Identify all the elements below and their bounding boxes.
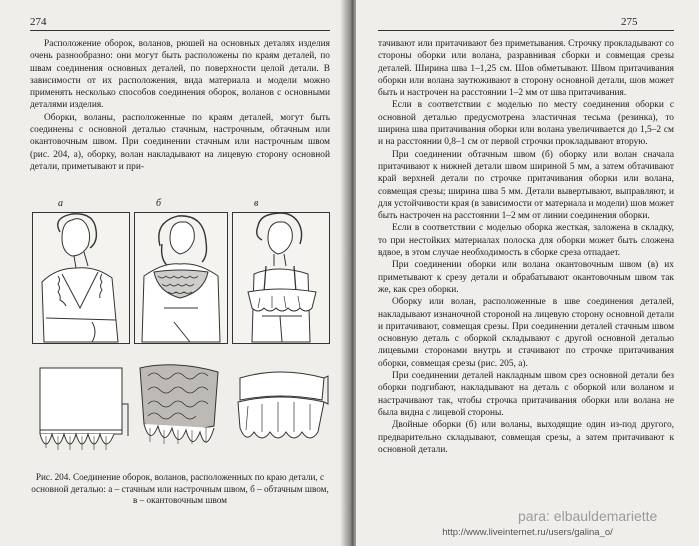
paragraph: Если в соответствии с моделью оборка жесткая, заложена в складку, то при нестойких материалах полоска для оборки может быть сложена вдвое, в этом случае необходимость в сборке среза отпадает. [378,223,674,259]
figure-a-seam-detail [32,364,130,464]
page-number-right: 275 [621,16,638,28]
figure-label-b: б [156,198,162,209]
paragraph: тачивают или притачивают без приметывания. Строчку прокладывают со стороны оборки или волана, разравнивая сборки и совмещая срезы деталей. Ширина шва 1–1,25 см. Шов обметывают. Швом притачивания оборки или волана заутюживают в сторону основной детали, шов может быть и настрочен на расстоянии 1–2 мм от шва притачивания. [378,39,674,99]
right-page [356,0,699,546]
paragraph: Оборки, воланы, расположенные по краям деталей, могут быть соединены с основной деталью стачным, настрочным, обтачным или окантовочным швом. При соединении стачным или настрочным швом (рис. 204, а), оборку, волан накладывают на лицевую сторону основной детали, приметывают и при- [30,112,330,172]
page-number-left: 274 [30,16,47,28]
paragraph: При соединении оборки или волана окантовочным швом (в) их приметывают к срезу детали и обрабатывают окантовочным швом так же, как срез оборки. [378,260,674,295]
source-url-text: http://www.liveinternet.ru/users/galina_o/ [442,527,613,538]
figure-b-dress-illustration [134,212,228,344]
header-rule-left [30,30,330,31]
figure-c-seam-detail [232,362,330,464]
figure-a-dress-illustration [32,212,130,344]
left-page [0,0,348,546]
paragraph: Если в соответствии с моделью по месту соединения оборки с основной деталью предусмотрена эластичная тесьма (резинка), то ширина шва притачивания оборки или волана увеличивается до 1,5–2 см и на расстоянии 0,8–1 см от первой строчки прокладывают вторую. [378,100,674,148]
figure-c-dress-illustration [232,212,330,344]
paragraph: При соединении деталей накладным швом срез основной детали без оборки подгибают, накладывают на деталь с оборкой или воланом и настрачивают так, чтобы строчка притачивания оборки или волана не была видна с лицевой стороны. [378,371,674,418]
header-rule-right [378,30,674,31]
figure-label-c: в [254,198,259,209]
paragraph: При соединении обтачным швом (б) оборку или волан сначала притачивают к нижней детали швом шириной 5 мм, а затем обтачивают край верхней детали по строчке притачивания оборки или волана, совмещая срезы; ширина шва 5 мм. Детали вывертывают, выправляют, и для устойчивости края (в зависимости от материала и модели) шов может быть настрочен на расстоянии 1–2 мм от линии соединения оборки. [378,149,674,222]
right-page-text [378,38,674,456]
paragraph: Оборку или волан, расположенные в шве соединения деталей, накладывают изнаночной стороной на лицевую сторону основной детали и притачивают, совмещая срезы. При соединении деталей стачным швом основную деталь с оборкой складывают с другой основной деталью лицевыми сторонами внутрь и стачивают по строчке притачивания оборки, совмещая срезы (рис. 205, а). [378,297,674,369]
figure-caption: Рис. 204. Соединение оборок, воланов, расположенных по краю детали, с основной деталью: а – стачным или настрочным швом, б – обтачным швом, в – окантовочным швом [31,472,329,506]
paragraph: Расположение оборок, воланов, рюшей на основных деталях изделия очень разнообразно: они могут быть расположены по краям деталей, по швам соединения основных деталей, по поверхности целой детали. В зависимости от их расположения, вида материала и модели можно применять несколько способов соединения оборок, воланов с основными деталями изделия. [30,39,330,111]
paragraph: Двойные оборки (б) или воланы, выходящие один из-под другого, предварительно складывают, совмещая срезы, а затем притачивают к основной детали. [378,420,674,455]
figure-b-seam-detail [134,362,228,464]
left-page-text [30,38,330,173]
figure-label-a: а [58,198,63,209]
watermark-text: para: elbauldemariette [518,508,658,524]
